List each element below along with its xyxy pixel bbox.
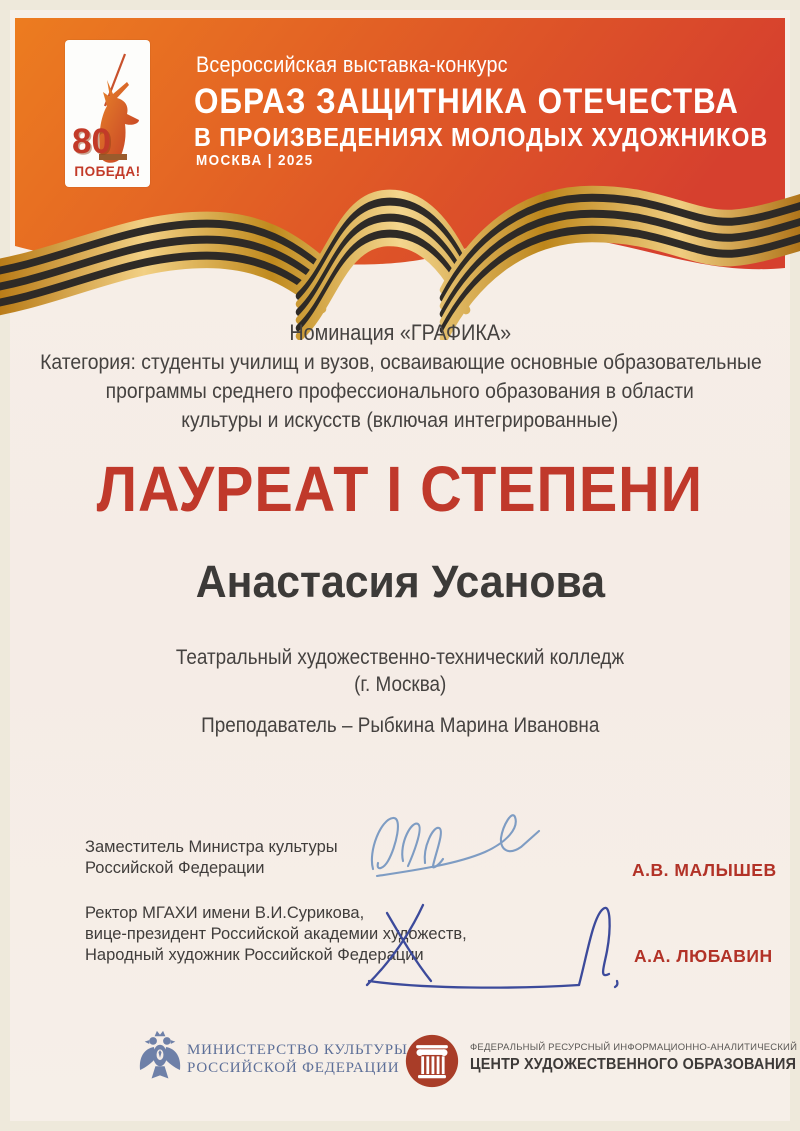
category-line-3: культуры и искусств (включая интегрированные): [181, 408, 619, 432]
signatory-2-title: Ректор МГАХИ имени В.И.Сурикова, вице-президент Российской академии художеств, Народный художник Российской Федерации: [85, 904, 467, 964]
double-headed-eagle-icon: [137, 1029, 183, 1085]
teacher-line: Преподаватель – Рыбкина Марина Ивановна: [200, 714, 600, 737]
signatory-1-name: А.В. МАЛЫШЕВ: [632, 860, 777, 880]
institution-line-1: Театральный художественно-технический колледж: [175, 646, 625, 669]
signature-1-ink: [365, 803, 560, 895]
exhibition-subtitle: Всероссийская выставка-конкурс: [196, 52, 508, 77]
exhibition-title-line1: ОБРАЗ ЗАЩИТНИКА ОТЕЧЕСТВА: [194, 82, 739, 121]
category-line-1: Категория: студенты училищ и вузов, осваивающие основные образовательные: [40, 350, 762, 374]
recipient-name: Анастасия Усанова: [195, 556, 605, 607]
city-year: МОСКВА | 2025: [196, 152, 314, 169]
logo-number: 80: [72, 122, 111, 161]
center-label: ФЕДЕРАЛЬНЫЙ РЕСУРСНЫЙ ИНФОРМАЦИОННО-АНАЛИТИЧЕСКИЙ ЦЕНТР ХУДОЖЕСТВЕННОГО ОБРАЗОВАНИЯ: [470, 1042, 800, 1074]
institution-line-2: (г. Москва): [353, 673, 447, 696]
signature-2-ink: [355, 893, 650, 995]
category-line-2: программы среднего профессионального образования в области: [105, 379, 695, 403]
signatory-2-name: А.А. ЛЮБАВИН: [634, 946, 773, 966]
logo-word: ПОБЕДА!: [74, 164, 141, 179]
signatory-1-title: Заместитель Министра культуры Российской Федерации: [85, 838, 338, 877]
award-title: ЛАУРЕАТ I СТЕПЕНИ: [96, 453, 704, 525]
nomination-line: Номинация «ГРАФИКА»: [289, 320, 511, 345]
victory-80-logo: [65, 40, 150, 187]
ministry-label: МИНИСТЕРСТВО КУЛЬТУРЫ РОССИЙСКОЙ ФЕДЕРАЦИИ: [187, 1042, 408, 1076]
center-name: ЦЕНТР ХУДОЖЕСТВЕННОГО ОБРАЗОВАНИЯ: [470, 1056, 797, 1073]
column-logo-icon: [404, 1033, 460, 1089]
exhibition-title-line2: В ПРОИЗВЕДЕНИЯХ МОЛОДЫХ ХУДОЖНИКОВ: [194, 122, 769, 152]
